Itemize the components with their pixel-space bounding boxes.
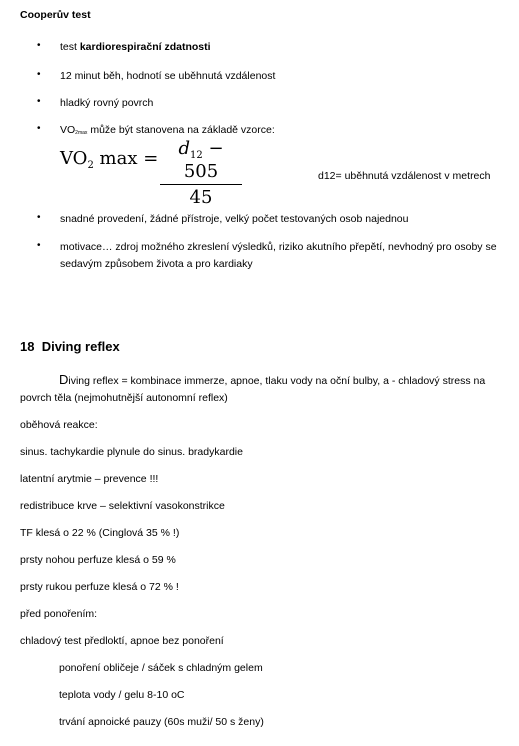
list-item-cooper-5: snadné provedení, žádné přístroje, velký počet testovaných osob najednou bbox=[60, 213, 409, 225]
list-item-bold-text: kardiorespirační zdatnosti bbox=[79, 41, 211, 53]
text-line: prsty nohou perfuze klesá o 59 % bbox=[20, 554, 176, 566]
formula-denominator: 45 bbox=[189, 187, 213, 209]
indented-line: ponoření obličeje / sáček s chladným gelem bbox=[59, 662, 263, 674]
list-item-text: test bbox=[60, 41, 80, 53]
list-item-cooper-6-line2: sedavým způsobem života a pro kardiaky bbox=[60, 258, 253, 270]
text-line: redistribuce krve – selektivní vasokonstrikce bbox=[20, 500, 225, 512]
indented-line: teplota vody / gelu 8-10 oC bbox=[59, 689, 185, 701]
bullet-icon: • bbox=[37, 240, 41, 251]
bullet-icon: • bbox=[37, 123, 41, 134]
heading-number: 18 bbox=[20, 339, 35, 354]
section-heading-diving bbox=[20, 339, 120, 354]
bullet-icon: • bbox=[37, 69, 41, 80]
formula-lhs-subscript: 2 bbox=[87, 160, 94, 171]
intro-line-1 bbox=[59, 372, 485, 387]
bullet-icon: • bbox=[37, 212, 41, 223]
formula-numerator bbox=[160, 138, 242, 182]
text-line: TF klesá o 22 % (Cinglová 35 % !) bbox=[20, 527, 180, 539]
text-line: chladový test předloktí, apnoe bez ponoření bbox=[20, 635, 224, 647]
vo2-subscript: 2max bbox=[75, 130, 88, 136]
bullet-icon: • bbox=[37, 96, 41, 107]
text-line: prsty rukou perfuze klesá o 72 % ! bbox=[20, 581, 179, 593]
list-item-cooper-3: hladký rovný povrch bbox=[60, 97, 154, 109]
intro-line-2: povrch těla (nejmohutnější autonomní reflex) bbox=[20, 392, 228, 404]
list-item-cooper-4 bbox=[60, 124, 275, 136]
heading-title: Diving reflex bbox=[41, 339, 120, 354]
vo2-text: VO bbox=[60, 124, 76, 136]
text-line: latentní arytmie – prevence !!! bbox=[20, 473, 159, 485]
intro-drop-cap: D bbox=[59, 372, 69, 387]
intro-text: iving reflex = kombinace immerze, apnoe, tlaku vody na oční bulby, a - chladový stress na bbox=[68, 375, 486, 387]
list-item-cooper-2: 12 minut běh, hodnotí se uběhnutá vzdálenost bbox=[60, 70, 276, 82]
bullet-icon: • bbox=[37, 40, 41, 51]
fraction-bar bbox=[160, 184, 242, 185]
formula-num-subscript: 12 bbox=[189, 150, 203, 161]
formula-note: d12= uběhnutá vzdálenost v metrech bbox=[318, 170, 491, 182]
formula-num-rest: − 505 bbox=[183, 138, 224, 182]
formula-fraction bbox=[160, 138, 242, 208]
indented-line: trvání apnoické pauzy (60s muži/ 50 s ženy) bbox=[59, 716, 264, 728]
formula-vo: VO bbox=[60, 148, 88, 169]
list-item-cooper-1 bbox=[60, 41, 211, 53]
text-line: před ponořením: bbox=[20, 608, 98, 620]
text-line: oběhová reakce: bbox=[20, 419, 98, 431]
text-line: sinus. tachykardie plynule do sinus. bradykardie bbox=[20, 446, 243, 458]
formula-var-d: d bbox=[178, 138, 190, 159]
formula-lhs bbox=[60, 148, 158, 171]
section-title-cooper: Cooperův test bbox=[20, 9, 91, 21]
vo2-description: může být stanovena na základě vzorce: bbox=[87, 124, 275, 136]
list-item-cooper-6-line1: motivace… zdroj možného zkreslení výsledků, riziko akutního přepětí, nevhodný pro osoby se bbox=[60, 241, 497, 253]
formula-max-equals: max = bbox=[93, 148, 159, 169]
